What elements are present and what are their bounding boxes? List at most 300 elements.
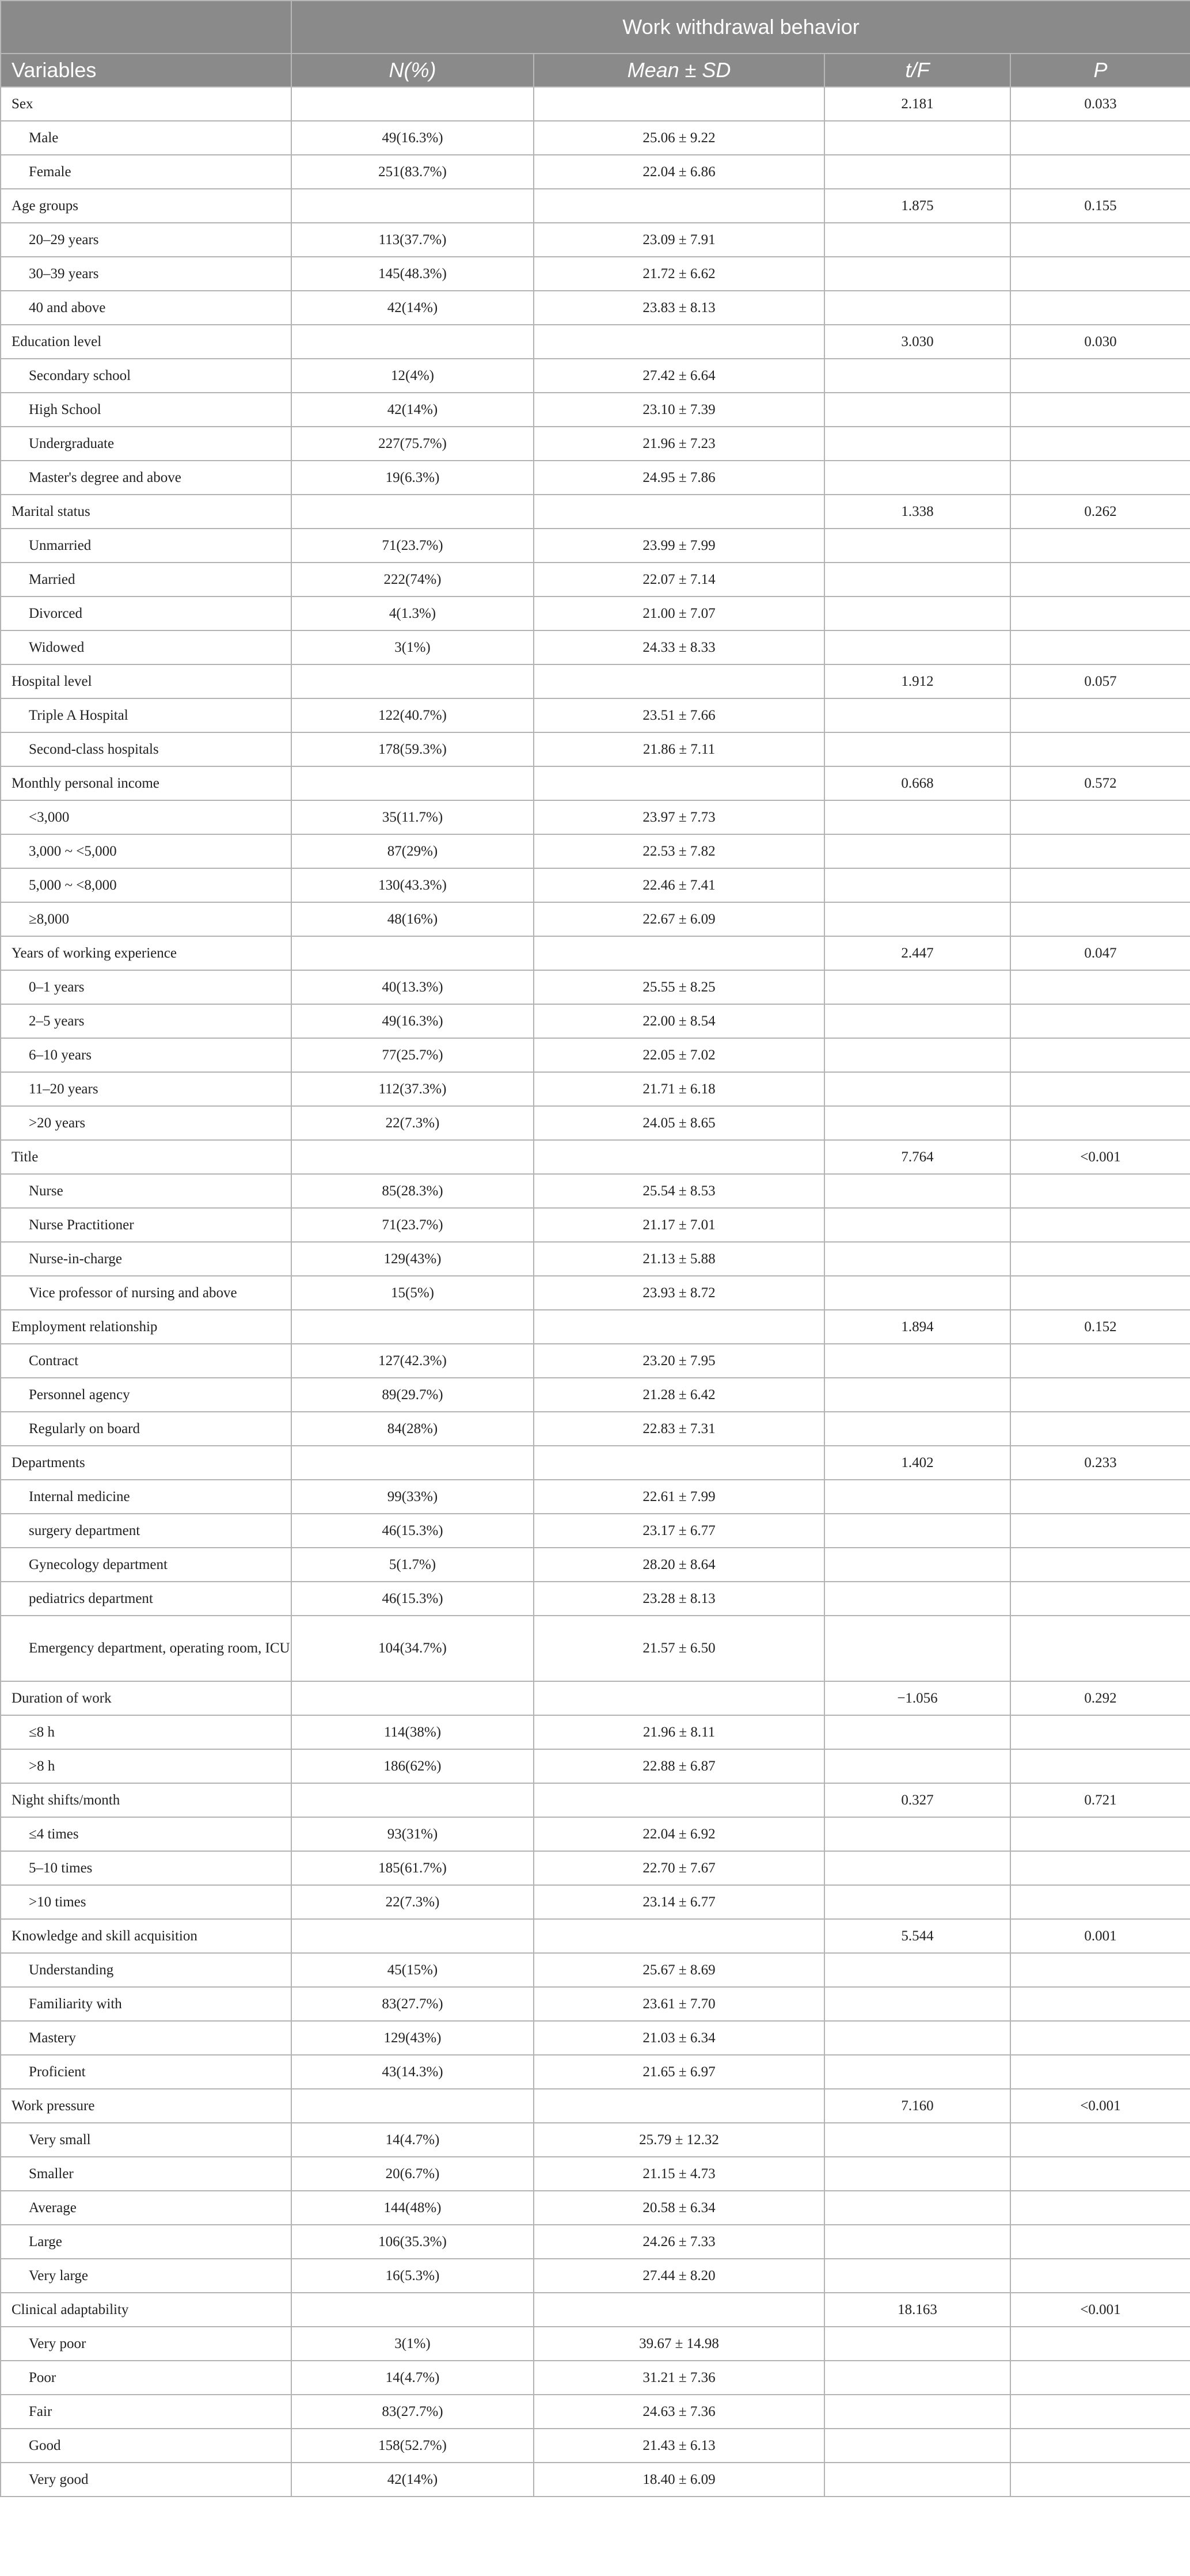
cell-mean-sd: 21.00 ± 7.07 <box>534 596 824 630</box>
cell-mean-sd: 25.06 ± 9.22 <box>534 121 824 155</box>
cell-t-f <box>824 1276 1010 1310</box>
cell-p-value <box>1010 2191 1190 2225</box>
cell-variable: pediatrics department <box>1 1582 291 1616</box>
cell-p-value: 0.572 <box>1010 766 1190 800</box>
cell-n-percent: 89(29.7%) <box>291 1378 534 1412</box>
cell-t-f <box>824 563 1010 596</box>
cell-t-f <box>824 1885 1010 1919</box>
cell-t-f <box>824 155 1010 189</box>
cell-p-value <box>1010 2123 1190 2157</box>
cell-variable: 3,000 ~ <5,000 <box>1 834 291 868</box>
cell-p-value <box>1010 563 1190 596</box>
table-row <box>1 1582 1190 1616</box>
table-row <box>1 2225 1190 2259</box>
cell-t-f <box>824 1412 1010 1446</box>
cell-variable: Very poor <box>1 2327 291 2361</box>
cell-n-percent <box>291 1310 534 1344</box>
cell-t-f <box>824 1038 1010 1072</box>
cell-mean-sd: 21.13 ± 5.88 <box>534 1242 824 1276</box>
cell-t-f: 2.447 <box>824 936 1010 970</box>
cell-n-percent <box>291 87 534 121</box>
cell-n-percent: 49(16.3%) <box>291 1004 534 1038</box>
cell-n-percent: 22(7.3%) <box>291 1885 534 1919</box>
cell-t-f <box>824 2327 1010 2361</box>
cell-variable: Fair <box>1 2395 291 2429</box>
cell-variable: 6–10 years <box>1 1038 291 1072</box>
cell-mean-sd: 22.83 ± 7.31 <box>534 1412 824 1446</box>
table-row <box>1 1038 1190 1072</box>
table-row <box>1 1276 1190 1310</box>
cell-p-value <box>1010 1749 1190 1783</box>
cell-mean-sd: 24.26 ± 7.33 <box>534 2225 824 2259</box>
table-row <box>1 1851 1190 1885</box>
cell-variable: Personnel agency <box>1 1378 291 1412</box>
cell-t-f <box>824 1715 1010 1749</box>
cell-p-value <box>1010 800 1190 834</box>
cell-n-percent <box>291 936 534 970</box>
category-row <box>1 1140 1190 1174</box>
column-header-variables: Variables <box>1 54 291 87</box>
table-row <box>1 834 1190 868</box>
cell-mean-sd: 22.04 ± 6.92 <box>534 1817 824 1851</box>
cell-mean-sd: 22.46 ± 7.41 <box>534 868 824 902</box>
cell-variable: Understanding <box>1 1953 291 1987</box>
category-row <box>1 1919 1190 1953</box>
cell-p-value <box>1010 427 1190 461</box>
cell-t-f: 1.338 <box>824 495 1010 529</box>
cell-n-percent: 14(4.7%) <box>291 2361 534 2395</box>
cell-mean-sd: 22.00 ± 8.54 <box>534 1004 824 1038</box>
table-row <box>1 1817 1190 1851</box>
table-row <box>1 2157 1190 2191</box>
cell-mean-sd: 24.05 ± 8.65 <box>534 1106 824 1140</box>
cell-p-value: 0.155 <box>1010 189 1190 223</box>
cell-variable: 5,000 ~ <8,000 <box>1 868 291 902</box>
table-row <box>1 1174 1190 1208</box>
cell-n-percent: 12(4%) <box>291 359 534 393</box>
cell-mean-sd: 23.83 ± 8.13 <box>534 291 824 325</box>
cell-p-value <box>1010 291 1190 325</box>
cell-mean-sd: 21.72 ± 6.62 <box>534 257 824 291</box>
cell-variable: 0–1 years <box>1 970 291 1004</box>
table-row <box>1 1378 1190 1412</box>
cell-p-value: 0.047 <box>1010 936 1190 970</box>
cell-p-value <box>1010 834 1190 868</box>
cell-variable: Sex <box>1 87 291 121</box>
category-row <box>1 2293 1190 2327</box>
cell-variable: Knowledge and skill acquisition <box>1 1919 291 1953</box>
table-row <box>1 902 1190 936</box>
cell-n-percent: 48(16%) <box>291 902 534 936</box>
cell-n-percent <box>291 664 534 698</box>
cell-n-percent: 43(14.3%) <box>291 2055 534 2089</box>
cell-t-f <box>824 223 1010 257</box>
cell-p-value <box>1010 1715 1190 1749</box>
cell-variable: Very small <box>1 2123 291 2157</box>
table-row <box>1 257 1190 291</box>
cell-variable: Years of working experience <box>1 936 291 970</box>
cell-n-percent: 178(59.3%) <box>291 732 534 766</box>
cell-mean-sd: 21.17 ± 7.01 <box>534 1208 824 1242</box>
cell-t-f <box>824 596 1010 630</box>
table-row <box>1 427 1190 461</box>
cell-t-f <box>824 1987 1010 2021</box>
cell-mean-sd: 21.57 ± 6.50 <box>534 1616 824 1681</box>
cell-n-percent: 19(6.3%) <box>291 461 534 495</box>
cell-mean-sd: 22.04 ± 6.86 <box>534 155 824 189</box>
cell-variable: Master's degree and above <box>1 461 291 495</box>
cell-p-value <box>1010 902 1190 936</box>
cell-mean-sd: 23.20 ± 7.95 <box>534 1344 824 1378</box>
table-row <box>1 1885 1190 1919</box>
cell-variable: Unmarried <box>1 529 291 563</box>
cell-p-value <box>1010 359 1190 393</box>
cell-t-f <box>824 1749 1010 1783</box>
cell-p-value <box>1010 223 1190 257</box>
cell-t-f <box>824 1514 1010 1548</box>
cell-p-value: 0.152 <box>1010 1310 1190 1344</box>
cell-p-value <box>1010 2429 1190 2463</box>
group-header-work-withdrawal: Work withdrawal behavior <box>291 1 1190 54</box>
table-row <box>1 1953 1190 1987</box>
cell-p-value <box>1010 121 1190 155</box>
cell-n-percent: 129(43%) <box>291 1242 534 1276</box>
cell-t-f <box>824 291 1010 325</box>
cell-p-value <box>1010 1208 1190 1242</box>
cell-p-value <box>1010 529 1190 563</box>
cell-p-value <box>1010 596 1190 630</box>
cell-mean-sd: 22.70 ± 7.67 <box>534 1851 824 1885</box>
cell-variable: Vice professor of nursing and above <box>1 1276 291 1310</box>
cell-n-percent <box>291 189 534 223</box>
cell-p-value <box>1010 1480 1190 1514</box>
cell-n-percent: 186(62%) <box>291 1749 534 1783</box>
table-row <box>1 291 1190 325</box>
cell-mean-sd: 25.55 ± 8.25 <box>534 970 824 1004</box>
cell-variable: Monthly personal income <box>1 766 291 800</box>
cell-variable: Contract <box>1 1344 291 1378</box>
cell-p-value <box>1010 732 1190 766</box>
cell-mean-sd: 24.63 ± 7.36 <box>534 2395 824 2429</box>
cell-p-value: 0.233 <box>1010 1446 1190 1480</box>
cell-mean-sd <box>534 1919 824 1953</box>
table-row <box>1 732 1190 766</box>
cell-variable: Good <box>1 2429 291 2463</box>
cell-p-value <box>1010 1548 1190 1582</box>
cell-mean-sd: 22.53 ± 7.82 <box>534 834 824 868</box>
cell-variable: Poor <box>1 2361 291 2395</box>
cell-mean-sd: 21.96 ± 7.23 <box>534 427 824 461</box>
cell-mean-sd <box>534 1681 824 1715</box>
cell-n-percent: 15(5%) <box>291 1276 534 1310</box>
column-header-mean-sd: Mean ± SD <box>534 54 824 87</box>
category-row <box>1 1310 1190 1344</box>
cell-mean-sd: 25.67 ± 8.69 <box>534 1953 824 1987</box>
cell-n-percent: 145(48.3%) <box>291 257 534 291</box>
cell-n-percent: 251(83.7%) <box>291 155 534 189</box>
cell-p-value <box>1010 1851 1190 1885</box>
cell-mean-sd: 21.96 ± 8.11 <box>534 1715 824 1749</box>
cell-mean-sd: 21.28 ± 6.42 <box>534 1378 824 1412</box>
cell-n-percent: 20(6.7%) <box>291 2157 534 2191</box>
cell-mean-sd: 23.14 ± 6.77 <box>534 1885 824 1919</box>
cell-n-percent <box>291 325 534 359</box>
cell-p-value <box>1010 970 1190 1004</box>
table-row <box>1 1242 1190 1276</box>
table-row <box>1 529 1190 563</box>
cell-t-f <box>824 2259 1010 2293</box>
cell-mean-sd: 23.93 ± 8.72 <box>534 1276 824 1310</box>
table-row <box>1 1072 1190 1106</box>
cell-t-f <box>824 834 1010 868</box>
cell-p-value <box>1010 2055 1190 2089</box>
cell-variable: Title <box>1 1140 291 1174</box>
cell-t-f <box>824 1548 1010 1582</box>
cell-t-f: 1.875 <box>824 189 1010 223</box>
cell-mean-sd: 22.07 ± 7.14 <box>534 563 824 596</box>
cell-mean-sd: 21.65 ± 6.97 <box>534 2055 824 2089</box>
cell-n-percent: 127(42.3%) <box>291 1344 534 1378</box>
cell-n-percent: 113(37.7%) <box>291 223 534 257</box>
cell-t-f <box>824 2361 1010 2395</box>
cell-p-value <box>1010 868 1190 902</box>
table-body <box>1 87 1190 2497</box>
table-row <box>1 121 1190 155</box>
cell-variable: Undergraduate <box>1 427 291 461</box>
cell-mean-sd: 22.61 ± 7.99 <box>534 1480 824 1514</box>
cell-mean-sd: 39.67 ± 14.98 <box>534 2327 824 2361</box>
cell-variable: Widowed <box>1 630 291 664</box>
cell-variable: 30–39 years <box>1 257 291 291</box>
category-row <box>1 936 1190 970</box>
cell-mean-sd: 23.97 ± 7.73 <box>534 800 824 834</box>
cell-t-f <box>824 902 1010 936</box>
table-row <box>1 2123 1190 2157</box>
cell-mean-sd: 22.67 ± 6.09 <box>534 902 824 936</box>
cell-p-value <box>1010 1514 1190 1548</box>
table-row <box>1 2361 1190 2395</box>
cell-p-value <box>1010 1582 1190 1616</box>
cell-variable: <3,000 <box>1 800 291 834</box>
cell-variable: 11–20 years <box>1 1072 291 1106</box>
cell-n-percent: 16(5.3%) <box>291 2259 534 2293</box>
cell-t-f: 7.160 <box>824 2089 1010 2123</box>
table-row <box>1 1715 1190 1749</box>
cell-t-f: −1.056 <box>824 1681 1010 1715</box>
table-row <box>1 1004 1190 1038</box>
table-row <box>1 223 1190 257</box>
cell-variable: Divorced <box>1 596 291 630</box>
cell-variable: surgery department <box>1 1514 291 1548</box>
cell-t-f <box>824 732 1010 766</box>
cell-n-percent <box>291 1783 534 1817</box>
cell-variable: Proficient <box>1 2055 291 2089</box>
cell-t-f <box>824 2021 1010 2055</box>
table-row <box>1 359 1190 393</box>
cell-n-percent: 22(7.3%) <box>291 1106 534 1140</box>
category-row <box>1 1446 1190 1480</box>
cell-t-f <box>824 1106 1010 1140</box>
cell-t-f <box>824 1817 1010 1851</box>
cell-variable: Employment relationship <box>1 1310 291 1344</box>
cell-t-f <box>824 2463 1010 2497</box>
header-group-row <box>1 1 1190 54</box>
cell-t-f <box>824 1582 1010 1616</box>
cell-mean-sd: 22.88 ± 6.87 <box>534 1749 824 1783</box>
cell-variable: Triple A Hospital <box>1 698 291 732</box>
cell-mean-sd: 23.61 ± 7.70 <box>534 1987 824 2021</box>
cell-p-value <box>1010 1038 1190 1072</box>
cell-mean-sd <box>534 766 824 800</box>
table-row <box>1 2021 1190 2055</box>
cell-mean-sd <box>534 189 824 223</box>
cell-variable: Nurse Practitioner <box>1 1208 291 1242</box>
cell-t-f: 1.402 <box>824 1446 1010 1480</box>
table-row <box>1 1514 1190 1548</box>
cell-mean-sd <box>534 1446 824 1480</box>
cell-variable: Internal medicine <box>1 1480 291 1514</box>
cell-t-f <box>824 257 1010 291</box>
cell-p-value <box>1010 1412 1190 1446</box>
cell-mean-sd: 25.54 ± 8.53 <box>534 1174 824 1208</box>
cell-n-percent: 99(33%) <box>291 1480 534 1514</box>
cell-variable: Male <box>1 121 291 155</box>
cell-p-value <box>1010 1885 1190 1919</box>
table-row <box>1 2327 1190 2361</box>
cell-mean-sd: 20.58 ± 6.34 <box>534 2191 824 2225</box>
cell-p-value: 0.033 <box>1010 87 1190 121</box>
cell-n-percent: 42(14%) <box>291 393 534 427</box>
cell-mean-sd: 23.99 ± 7.99 <box>534 529 824 563</box>
cell-p-value <box>1010 257 1190 291</box>
cell-mean-sd: 21.43 ± 6.13 <box>534 2429 824 2463</box>
table-row <box>1 868 1190 902</box>
cell-t-f <box>824 393 1010 427</box>
cell-t-f: 1.912 <box>824 664 1010 698</box>
cell-mean-sd <box>534 2089 824 2123</box>
cell-n-percent: 49(16.3%) <box>291 121 534 155</box>
cell-p-value: <0.001 <box>1010 2293 1190 2327</box>
cell-variable: Duration of work <box>1 1681 291 1715</box>
cell-t-f <box>824 121 1010 155</box>
cell-n-percent: 3(1%) <box>291 2327 534 2361</box>
cell-variable: Nurse <box>1 1174 291 1208</box>
cell-n-percent <box>291 495 534 529</box>
cell-n-percent: 46(15.3%) <box>291 1514 534 1548</box>
cell-t-f <box>824 2157 1010 2191</box>
cell-p-value <box>1010 1953 1190 1987</box>
cell-t-f <box>824 529 1010 563</box>
cell-mean-sd <box>534 1783 824 1817</box>
cell-mean-sd <box>534 495 824 529</box>
cell-variable: High School <box>1 393 291 427</box>
cell-n-percent <box>291 1140 534 1174</box>
table-row <box>1 800 1190 834</box>
cell-mean-sd: 23.10 ± 7.39 <box>534 393 824 427</box>
table-row <box>1 596 1190 630</box>
cell-t-f <box>824 970 1010 1004</box>
cell-t-f: 5.544 <box>824 1919 1010 1953</box>
table-row <box>1 1344 1190 1378</box>
cell-t-f <box>824 1174 1010 1208</box>
cell-variable: Married <box>1 563 291 596</box>
cell-variable: 5–10 times <box>1 1851 291 1885</box>
cell-t-f <box>824 1208 1010 1242</box>
cell-p-value <box>1010 630 1190 664</box>
table-row <box>1 698 1190 732</box>
table-row <box>1 2395 1190 2429</box>
cell-p-value <box>1010 461 1190 495</box>
table-row <box>1 393 1190 427</box>
cell-variable: Night shifts/month <box>1 1783 291 1817</box>
cell-t-f <box>824 1378 1010 1412</box>
cell-variable: >8 h <box>1 1749 291 1783</box>
cell-p-value <box>1010 1817 1190 1851</box>
cell-variable: Familiarity with <box>1 1987 291 2021</box>
cell-t-f: 0.327 <box>824 1783 1010 1817</box>
cell-p-value <box>1010 2157 1190 2191</box>
cell-n-percent <box>291 1681 534 1715</box>
cell-mean-sd: 24.33 ± 8.33 <box>534 630 824 664</box>
cell-t-f: 7.764 <box>824 1140 1010 1174</box>
cell-t-f <box>824 1851 1010 1885</box>
cell-variable: Smaller <box>1 2157 291 2191</box>
cell-n-percent: 158(52.7%) <box>291 2429 534 2463</box>
header-column-row <box>1 54 1190 87</box>
cell-mean-sd <box>534 664 824 698</box>
cell-variable: ≤8 h <box>1 1715 291 1749</box>
table-row <box>1 2191 1190 2225</box>
cell-n-percent: 106(35.3%) <box>291 2225 534 2259</box>
cell-p-value <box>1010 1072 1190 1106</box>
table-row <box>1 1616 1190 1681</box>
cell-mean-sd: 28.20 ± 8.64 <box>534 1548 824 1582</box>
cell-n-percent: 130(43.3%) <box>291 868 534 902</box>
cell-mean-sd: 23.28 ± 8.13 <box>534 1582 824 1616</box>
cell-variable: >10 times <box>1 1885 291 1919</box>
cell-variable: Regularly on board <box>1 1412 291 1446</box>
cell-p-value <box>1010 1242 1190 1276</box>
cell-t-f <box>824 1616 1010 1681</box>
cell-p-value <box>1010 1174 1190 1208</box>
cell-p-value: 0.721 <box>1010 1783 1190 1817</box>
cell-variable: ≤4 times <box>1 1817 291 1851</box>
cell-t-f <box>824 1480 1010 1514</box>
cell-p-value <box>1010 155 1190 189</box>
cell-n-percent <box>291 1919 534 1953</box>
cell-n-percent <box>291 2089 534 2123</box>
cell-variable: Very good <box>1 2463 291 2497</box>
cell-p-value <box>1010 1987 1190 2021</box>
cell-n-percent: 114(38%) <box>291 1715 534 1749</box>
cell-variable: Emergency department, operating room, ICU <box>1 1616 291 1681</box>
table-header <box>1 1 1190 87</box>
category-row <box>1 664 1190 698</box>
cell-p-value <box>1010 2463 1190 2497</box>
cell-mean-sd: 27.42 ± 6.64 <box>534 359 824 393</box>
cell-variable: Mastery <box>1 2021 291 2055</box>
category-row <box>1 495 1190 529</box>
cell-n-percent: 5(1.7%) <box>291 1548 534 1582</box>
cell-mean-sd: 31.21 ± 7.36 <box>534 2361 824 2395</box>
cell-mean-sd: 23.17 ± 6.77 <box>534 1514 824 1548</box>
cell-n-percent <box>291 766 534 800</box>
table-row <box>1 1208 1190 1242</box>
column-header-t-f: t/F <box>824 54 1010 87</box>
cell-t-f <box>824 427 1010 461</box>
cell-t-f <box>824 2395 1010 2429</box>
cell-t-f <box>824 461 1010 495</box>
